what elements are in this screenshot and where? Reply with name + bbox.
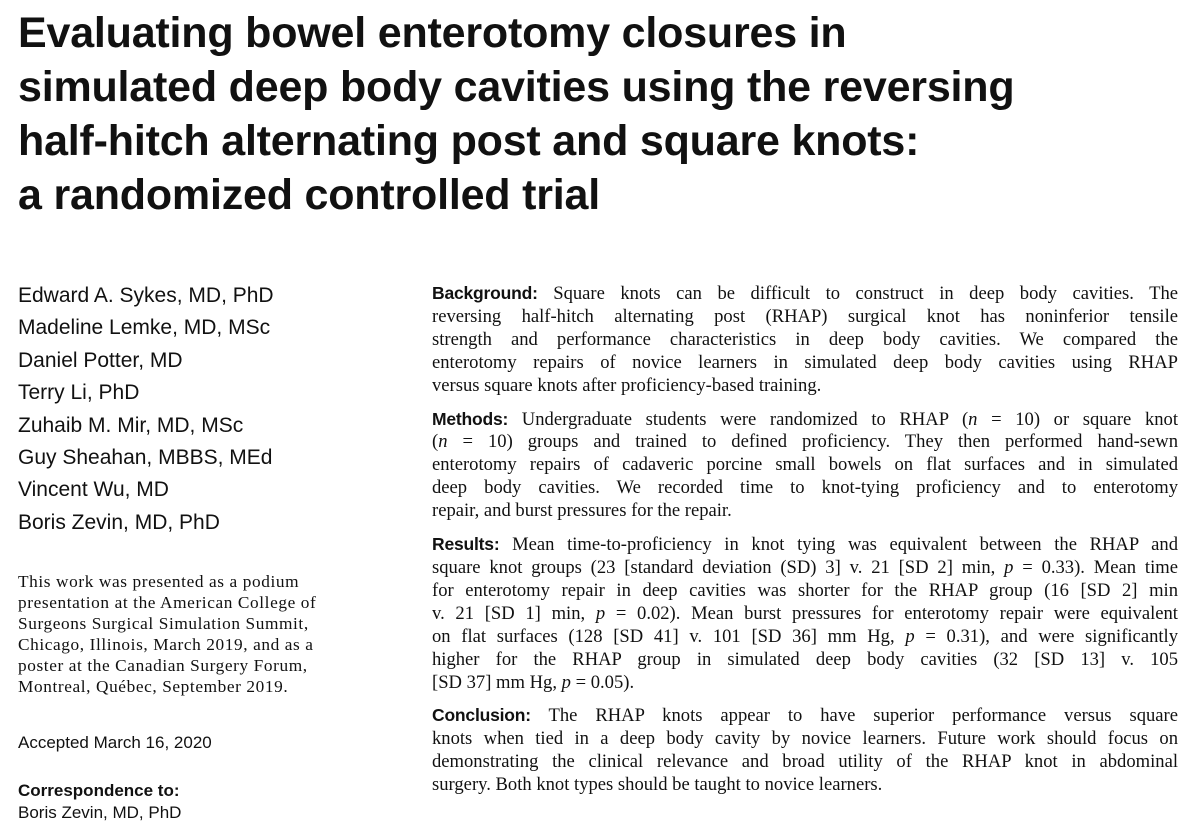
abstract [432,282,1178,807]
author-name: Guy Sheahan, MBBS, MEd [18,446,273,470]
abstract-methods [432,408,1178,524]
correspondence-label: Correspondence to: [18,781,180,800]
abstract-line: repair, and burst pressures for the repair. [432,500,732,522]
abstract-line: strength and performance characteristics in deep body cavities. We compared the [432,328,1178,350]
title-line: Evaluating bowel enterotomy closures in [18,9,847,57]
abstract-line: square knot groups (23 [standard deviation (SD) 3] v. 21 [SD 2] min, p = 0.33). Mean time [432,556,1178,578]
title-line: simulated deep body cavities using the reversing [18,63,1015,111]
author-name: Zuhaib M. Mir, MD, MSc [18,413,244,437]
methods-heading: Methods: [432,408,509,429]
abstract-background [432,282,1178,398]
abstract-results [432,533,1178,694]
note-line: presentation at the American College of [18,593,317,612]
abstract-line: Conclusion: The RHAP knots appear to have superior performance versus square [432,705,1178,727]
abstract-line: demonstrating the clinical relevance and broad utility of the RHAP knot in abdominal [432,751,1178,773]
abstract-line: v. 21 [SD 1] min, p = 0.02). Mean burst pressures for enterotomy repair were equivalent [432,602,1178,624]
author-name: Vincent Wu, MD [18,478,169,502]
note-line: poster at the Canadian Surgery Forum, [18,656,308,675]
abstract-line: versus square knots after proficiency-based training. [432,374,822,396]
article-title [18,6,1188,222]
note-line: This work was presented as a podium [18,572,300,591]
author-name: Boris Zevin, MD, PhD [18,510,220,534]
abstract-line: Methods: Undergraduate students were randomized to RHAP (n = 10) or square knot [432,408,1178,430]
author-name: Madeline Lemke, MD, MSc [18,316,271,340]
abstract-line: (n = 10) groups and trained to defined proficiency. They then performed hand-sewn [432,431,1178,453]
abstract-line: knots when tied in a deep body cavity by novice learners. Future work should focus on [432,728,1178,750]
results-heading: Results: [432,534,500,555]
background-heading: Background: [432,283,538,303]
abstract-line: higher for the RHAP group in simulated deep body cavities (32 [SD 13] v. 105 [432,648,1178,670]
abstract-line: enterotomy repairs of cadaveric porcine small bowels on flat surfaces and in simulated [432,454,1178,476]
abstract-line: Results: Mean time-to-proficiency in knot tying was equivalent between the RHAP and [432,534,1178,556]
abstract-line: on flat surfaces (128 [SD 41] v. 101 [SD 36] mm Hg, p = 0.31), and were significantly [432,625,1178,647]
abstract-line: deep body cavities. We recorded time to knot-tying proficiency and to enterotomy [432,477,1178,499]
abstract-line: reversing half-hitch alternating post (RHAP) surgical knot has noninferior tensile [432,305,1178,327]
note-line: Chicago, Illinois, March 2019, and as a [18,635,314,654]
abstract-line: Background: Square knots can be difficult to construct in deep body cavities. The [432,283,1178,304]
abstract-line: surgery. Both knot types should be taught to novice learners. [432,774,883,796]
note-line: Surgeons Surgical Simulation Summit, [18,614,309,633]
title-line: a randomized controlled trial [18,171,600,219]
author-name: Daniel Potter, MD [18,348,183,372]
abstract-conclusion [432,704,1178,797]
presentation-note [18,571,388,697]
abstract-line: enterotomy repairs of novice learners in simulated deep body cavities using RHAP [432,351,1178,373]
author-list [18,280,274,539]
author-name: Terry Li, PhD [18,381,140,405]
abstract-line: for enterotomy repair in deep cavities was shorter for the RHAP group (16 [SD 2] min [432,579,1178,601]
conclusion-heading: Conclusion: [432,705,531,726]
note-line: Montreal, Québec, September 2019. [18,677,289,696]
accepted-date: Accepted March 16, 2020 [18,733,212,752]
abstract-line: [SD 37] mm Hg, p = 0.05). [432,671,635,693]
author-name: Edward A. Sykes, MD, PhD [18,284,274,307]
title-line: half-hitch alternating post and square knots: [18,117,920,165]
correspondence-name: Boris Zevin, MD, PhD [18,803,182,822]
